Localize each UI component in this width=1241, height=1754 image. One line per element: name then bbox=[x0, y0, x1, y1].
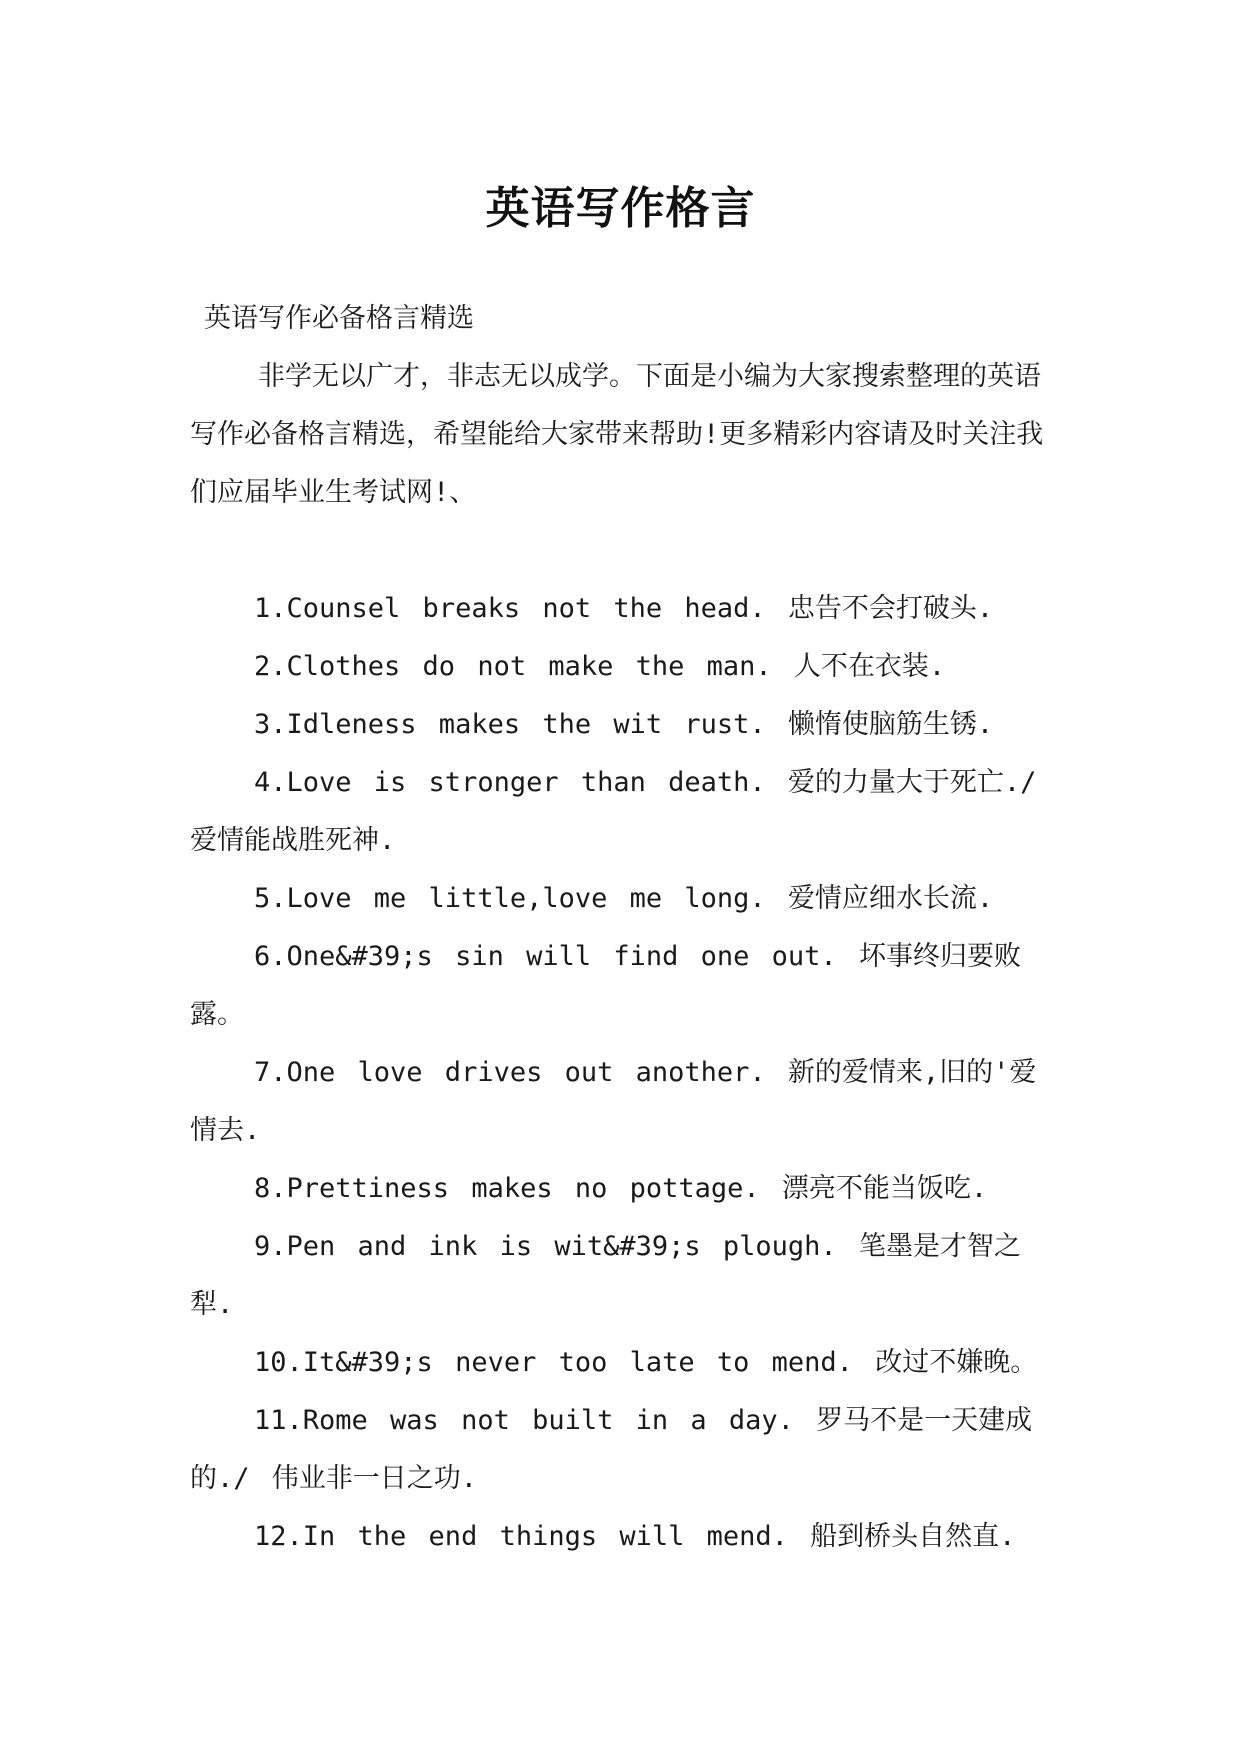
proverb-item: 12.In the end things will mend. 船到桥头自然直. bbox=[254, 1521, 1016, 1552]
proverb-item: 6.One&#39;s sin will find one out. 坏事终归要败露。 bbox=[190, 941, 1021, 1030]
proverb-item: 3.Idleness makes the wit rust. 懒惰使脑筋生锈. bbox=[254, 709, 994, 740]
proverb-item: 4.Love is stronger than death. 爱的力量大于死亡./ 爱情能战胜死神. bbox=[190, 767, 1037, 856]
proverb-item: 7.One love drives out another. 新的爱情来,旧的'爱情去. bbox=[190, 1057, 1037, 1146]
proverb-item: 5.Love me little,love me long. 爱情应细水长流. bbox=[254, 883, 994, 914]
document-body bbox=[190, 290, 1060, 1566]
paragraph-spacer bbox=[190, 522, 1060, 580]
proverb-item: 8.Prettiness makes no pottage. 漂亮不能当饭吃. bbox=[254, 1173, 988, 1204]
document-title: 英语写作格言 bbox=[485, 183, 756, 235]
proverb-item: 1.Counsel breaks not the head. 忠告不会打破头. bbox=[254, 593, 994, 624]
proverb-list bbox=[190, 580, 1060, 1566]
proverb-item: 11.Rome was not built in a day. 罗马不是一天建成的./ 伟业非一日之功. bbox=[190, 1405, 1033, 1494]
intro-paragraph: 非学无以广才，非志无以成学。下面是小编为大家搜索整理的英语写作必备格言精选，希望能给大家带来帮助!更多精彩内容请及时关注我们应届毕业生考试网!、 bbox=[190, 361, 1044, 508]
document-subtitle: 英语写作必备格言精选 bbox=[204, 303, 474, 334]
proverb-item: 10.It&#39;s never too late to mend. 改过不嫌晚。 bbox=[254, 1347, 1038, 1378]
proverb-item: 2.Clothes do not make the man. 人不在衣装. bbox=[254, 651, 946, 682]
proverb-item: 9.Pen and ink is wit&#39;s plough. 笔墨是才智之犁. bbox=[190, 1231, 1021, 1320]
